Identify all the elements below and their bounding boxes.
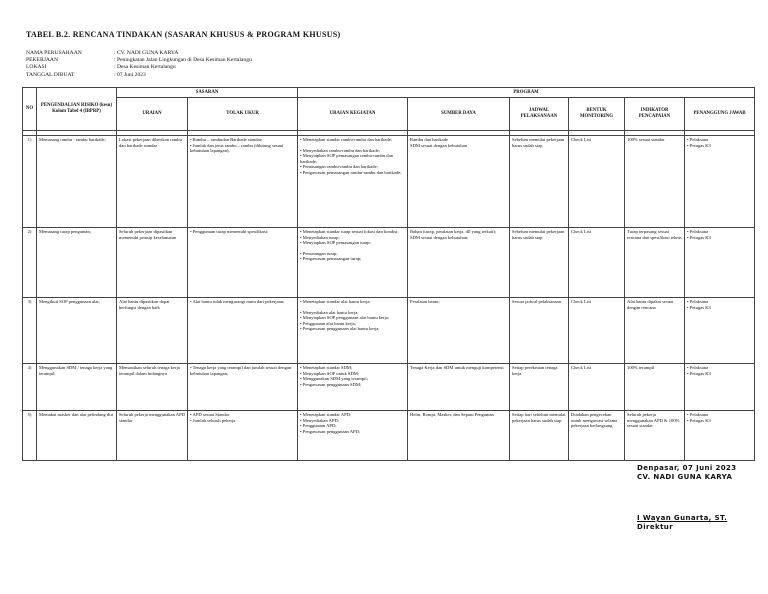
action-plan-table bbox=[22, 87, 755, 461]
cell-sumber-daya bbox=[408, 363, 510, 410]
cell-sumber-daya bbox=[408, 410, 510, 460]
cell-jadwal: Sebelum memulai pekerjaan harus sudah siap bbox=[510, 227, 569, 297]
signature-name: I Wayan Gunarta, ST. bbox=[637, 514, 728, 522]
cell-penanggung-jawab-item: • Pelaksana bbox=[687, 412, 709, 418]
cell-penanggung-jawab bbox=[685, 227, 755, 297]
cell-tolak-ukur-item: • Jumlah dan jenis rambu – rambu (dihitung sesuai kebutuhan lapangan); bbox=[190, 142, 284, 154]
cell-no: 1) bbox=[23, 135, 37, 227]
document-title: TABEL B.2. RENCANA TINDAKAN (SASARAN KHUSUS & PROGRAM KHUSUS) bbox=[26, 30, 341, 39]
company-info bbox=[26, 50, 252, 79]
cell-no: 5) bbox=[23, 410, 37, 460]
cell-indikator: 100% terampil bbox=[625, 363, 685, 410]
cell-uraian: Seluruh pekerjaan dipastikan memenuhi prinsip keselamatan bbox=[117, 227, 188, 297]
cell-sumber-daya-item: SDM sesuai dengan kebutuhan bbox=[410, 142, 468, 148]
cell-bentuk-monitoring: Check List bbox=[569, 297, 625, 363]
cell-sumber-daya-item: Peralatan bantu; bbox=[410, 299, 440, 305]
signature-position: Direktur bbox=[637, 523, 674, 531]
cell-indikator: 100% sesuai standar bbox=[625, 135, 685, 227]
cell-bentuk-monitoring: Check List bbox=[569, 227, 625, 297]
cell-tolak-ukur-item: • Jumlah seluruh pekerja bbox=[190, 417, 236, 423]
header-penanggung-jawab: PENANGGUNG JAWAB bbox=[685, 97, 755, 130]
header-no: NO bbox=[23, 88, 37, 131]
cell-uraian-kegiatan-item: • Menggunakan SDM yang terampil; bbox=[300, 376, 368, 382]
cell-uraian-kegiatan bbox=[298, 227, 408, 297]
header-uraian: URAIAN bbox=[117, 97, 188, 130]
cell-jadwal: Setiap hari sebelum memulai pekerjaan harus sudah siap bbox=[510, 410, 569, 460]
cell-uraian: Alat bantu dipastikan dapat berfungsi dengan baik bbox=[117, 297, 188, 363]
cell-uraian-kegiatan-item: • Menetapkan standar turap sesuai lokasi dan kondisi; bbox=[300, 229, 399, 235]
cell-tolak-ukur bbox=[188, 227, 298, 297]
cell-penanggung-jawab bbox=[685, 297, 755, 363]
cell-risk-control: Memasang rambu - rambu barikade; bbox=[37, 135, 117, 227]
cell-penanggung-jawab bbox=[685, 363, 755, 410]
cell-uraian-kegiatan-item: • Menetapkan standar rambu-rambu dan barikade; bbox=[300, 137, 393, 143]
cell-tolak-ukur-item: • APD sesuai Standar bbox=[190, 412, 230, 418]
cell-penanggung-jawab-item: • Pelaksana bbox=[687, 229, 709, 235]
cell-uraian-kegiatan-item: • Menyiapkan SOP untuk SDM; bbox=[300, 370, 360, 376]
cell-tolak-ukur bbox=[188, 297, 298, 363]
table-row bbox=[23, 363, 755, 410]
cell-sumber-daya bbox=[408, 135, 510, 227]
cell-uraian-kegiatan-item: • Menetapkan standar SDM; bbox=[300, 365, 353, 371]
cell-penanggung-jawab-item: • Petugas K3 bbox=[687, 234, 711, 240]
cell-no: 4) bbox=[23, 363, 37, 410]
cell-sumber-daya-item: Rambu dan barikade bbox=[410, 137, 449, 143]
cell-no: 2) bbox=[23, 227, 37, 297]
cell-bentuk-monitoring: Check List bbox=[569, 363, 625, 410]
meta-row-location: LOKASI : Desa Kesiman Kertalangu bbox=[26, 64, 176, 71]
cell-penanggung-jawab bbox=[685, 135, 755, 227]
cell-uraian: Memastikan seluruh tenaga kerja terampil dalam bidangnya bbox=[117, 363, 188, 410]
cell-uraian-kegiatan-item: • Menetapkan standar alat bantu kerja; bbox=[300, 299, 371, 305]
cell-bentuk-monitoring: Check List bbox=[569, 135, 625, 227]
cell-uraian-kegiatan-item: • Menyediakan APD; bbox=[300, 417, 340, 423]
cell-uraian-kegiatan-item: • Pengawasan penggunaan alat bantu kerja; bbox=[300, 326, 380, 332]
cell-uraian-kegiatan-item: • Pengawasan penggunaan APD; bbox=[300, 428, 361, 434]
cell-uraian: Lokasi pekerjaan diberikan rambu dan barikade standar bbox=[117, 135, 188, 227]
signature-place-date: Denpasar, 07 Juni 2023 bbox=[637, 464, 737, 472]
cell-penanggung-jawab-item: • Pelaksana bbox=[687, 137, 709, 143]
cell-tolak-ukur bbox=[188, 363, 298, 410]
cell-uraian-kegiatan-item: • Menyiapkan SOP penggunaan alat bantu kerja; bbox=[300, 315, 390, 321]
cell-sumber-daya-item: SDM sesuai dengan kebutuhan; bbox=[410, 234, 469, 240]
cell-penanggung-jawab-item: • Petugas K3 bbox=[687, 304, 711, 310]
header-sumber-daya: SUMBER DAYA bbox=[408, 97, 510, 130]
cell-indikator: Alat bantu dipakai sesuai dengan rencana bbox=[625, 297, 685, 363]
cell-uraian-kegiatan-item: • Pengawasan pemasangan turap; bbox=[300, 256, 362, 262]
cell-indikator: Seluruh pekerja menggunakan APD & 100% sesuai standar bbox=[625, 410, 685, 460]
cell-risk-control: Menggunakan SDM / tenaga kerja yang terampil; bbox=[37, 363, 117, 410]
header-sasaran: SASARAN bbox=[117, 88, 298, 98]
cell-uraian-kegiatan bbox=[298, 135, 408, 227]
cell-sumber-daya bbox=[408, 297, 510, 363]
cell-uraian-kegiatan-item: • Menyiapkan SOP pemasangan turap; bbox=[300, 240, 371, 246]
cell-tolak-ukur bbox=[188, 135, 298, 227]
header-uraian-kegiatan: URAIAN KEGIATAN bbox=[298, 97, 408, 130]
cell-risk-control: Memakai masker dan alat pelindung diri bbox=[37, 410, 117, 460]
header-risk-control: PENGENDALIAN RISIKO (kesu) Kolom Tabel 4 (IBPRP) bbox=[37, 88, 117, 131]
header-indikator: INDIKATOR PENCAPAIAN bbox=[625, 97, 685, 130]
meta-row-project: PEKERJAAN : Peningkatan Jalan Lingkungan di Desa Kesiman Kertalangu bbox=[26, 57, 252, 64]
cell-jadwal: Sebelum memulai pekerjaan harus sudah siap bbox=[510, 135, 569, 227]
cell-risk-control: Memasang turap pengaman; bbox=[37, 227, 117, 297]
cell-indikator: Turap terpasang sesuai rencana dan spesifikasi teknis bbox=[625, 227, 685, 297]
cell-uraian-kegiatan-item: • Menetapkan standar APD; bbox=[300, 412, 352, 418]
cell-tolak-ukur bbox=[188, 410, 298, 460]
cell-uraian-kegiatan-item: • Penggunaan alat bantu kerja; bbox=[300, 320, 356, 326]
cell-uraian-kegiatan-item: • Penggunaan APD; bbox=[300, 423, 337, 429]
cell-no: 3) bbox=[23, 297, 37, 363]
cell-uraian: Seluruh pekerja menggunakan APD standar bbox=[117, 410, 188, 460]
header-program: PROGRAM bbox=[298, 88, 755, 98]
cell-uraian-kegiatan-item: • Menyediakan rambu-rambu dan barikade; bbox=[300, 147, 380, 153]
cell-uraian-kegiatan-item: • Pengawasan penggunaan SDM; bbox=[300, 381, 362, 387]
cell-sumber-daya-item: Bahan (turap, peralatan kerja, dll yang terkait); bbox=[410, 229, 497, 235]
cell-tolak-ukur-item: • Alat bantu tidak mengurangi mutu dari pekerjaan; bbox=[190, 299, 285, 305]
cell-uraian-kegiatan bbox=[298, 363, 408, 410]
table-row bbox=[23, 297, 755, 363]
cell-uraian-kegiatan-item: • Menyiapkan SOP pemasangan rambu-rambu dan barikade; bbox=[300, 153, 393, 164]
cell-penanggung-jawab bbox=[685, 410, 755, 460]
cell-penanggung-jawab-item: • Pelaksana bbox=[687, 365, 709, 371]
cell-uraian-kegiatan bbox=[298, 410, 408, 460]
cell-tolak-ukur-item: • Rambu – rambudan Barikade standar; bbox=[190, 137, 263, 143]
header-jadwal: JADWAL PELAKSANAAN bbox=[510, 97, 569, 130]
cell-penanggung-jawab-item: • Petugas K3 bbox=[687, 370, 711, 376]
header-bentuk-monitoring: BENTUK MONITORING bbox=[569, 97, 625, 130]
cell-uraian-kegiatan bbox=[298, 297, 408, 363]
cell-uraian-kegiatan-item: • Pemasangan turap; bbox=[300, 250, 338, 256]
meta-row-date: TANGGAL DIBUAT : 07 Juni 2023 bbox=[26, 71, 146, 78]
cell-bentuk-monitoring: Diadakan pengecekan untuk mengawasi selama pekerjaan berlangsung bbox=[569, 410, 625, 460]
cell-tolak-ukur-item: • Tenaga kerja yang terampil dan jumlah sesuai dengan kebutuhan lapangan; bbox=[190, 365, 292, 376]
signature-block bbox=[637, 464, 737, 532]
cell-jadwal: Sesuai jadwal pelaksanaan bbox=[510, 297, 569, 363]
cell-risk-control: Mengikuti SOP penggunaan alat; bbox=[37, 297, 117, 363]
signature-company: CV. NADI GUNA KARYA bbox=[637, 473, 733, 481]
table-row bbox=[23, 227, 755, 297]
meta-row-company: NAMA PERUSAHAAN : CV. NADI GUNA KARYA bbox=[26, 50, 179, 56]
cell-sumber-daya-item: Tenaga Kerja dan SDM untuk menguji kompetensi bbox=[410, 365, 504, 371]
cell-sumber-daya-item: Helm, Rompi, Masker, dan Sepatu Pengaman bbox=[410, 412, 494, 418]
table-row bbox=[23, 135, 755, 227]
cell-uraian-kegiatan-item: • Pemasangan rambu-rambu dan barikade; bbox=[300, 164, 378, 170]
table-row bbox=[23, 410, 755, 460]
cell-penanggung-jawab-item: • Petugas K3 bbox=[687, 417, 711, 423]
cell-jadwal: Setiap perekrutan tenaga kerja bbox=[510, 363, 569, 410]
cell-uraian-kegiatan-item: • Menyediakan alat bantu kerja; bbox=[300, 309, 359, 315]
header-tolak-ukur: TOLAK UKUR bbox=[188, 97, 298, 130]
cell-tolak-ukur-item: • Penggunaan turap memenuhi spesifikasi; bbox=[190, 229, 269, 235]
cell-uraian-kegiatan-item: • Menyediakan turap; bbox=[300, 234, 340, 240]
cell-penanggung-jawab-item: • Pelaksana bbox=[687, 299, 709, 305]
cell-uraian-kegiatan-item: • Pengawasan pemasangan rambu-rambu dan barikade; bbox=[300, 170, 402, 176]
cell-sumber-daya bbox=[408, 227, 510, 297]
cell-penanggung-jawab-item: • Petugas K3 bbox=[687, 142, 711, 148]
